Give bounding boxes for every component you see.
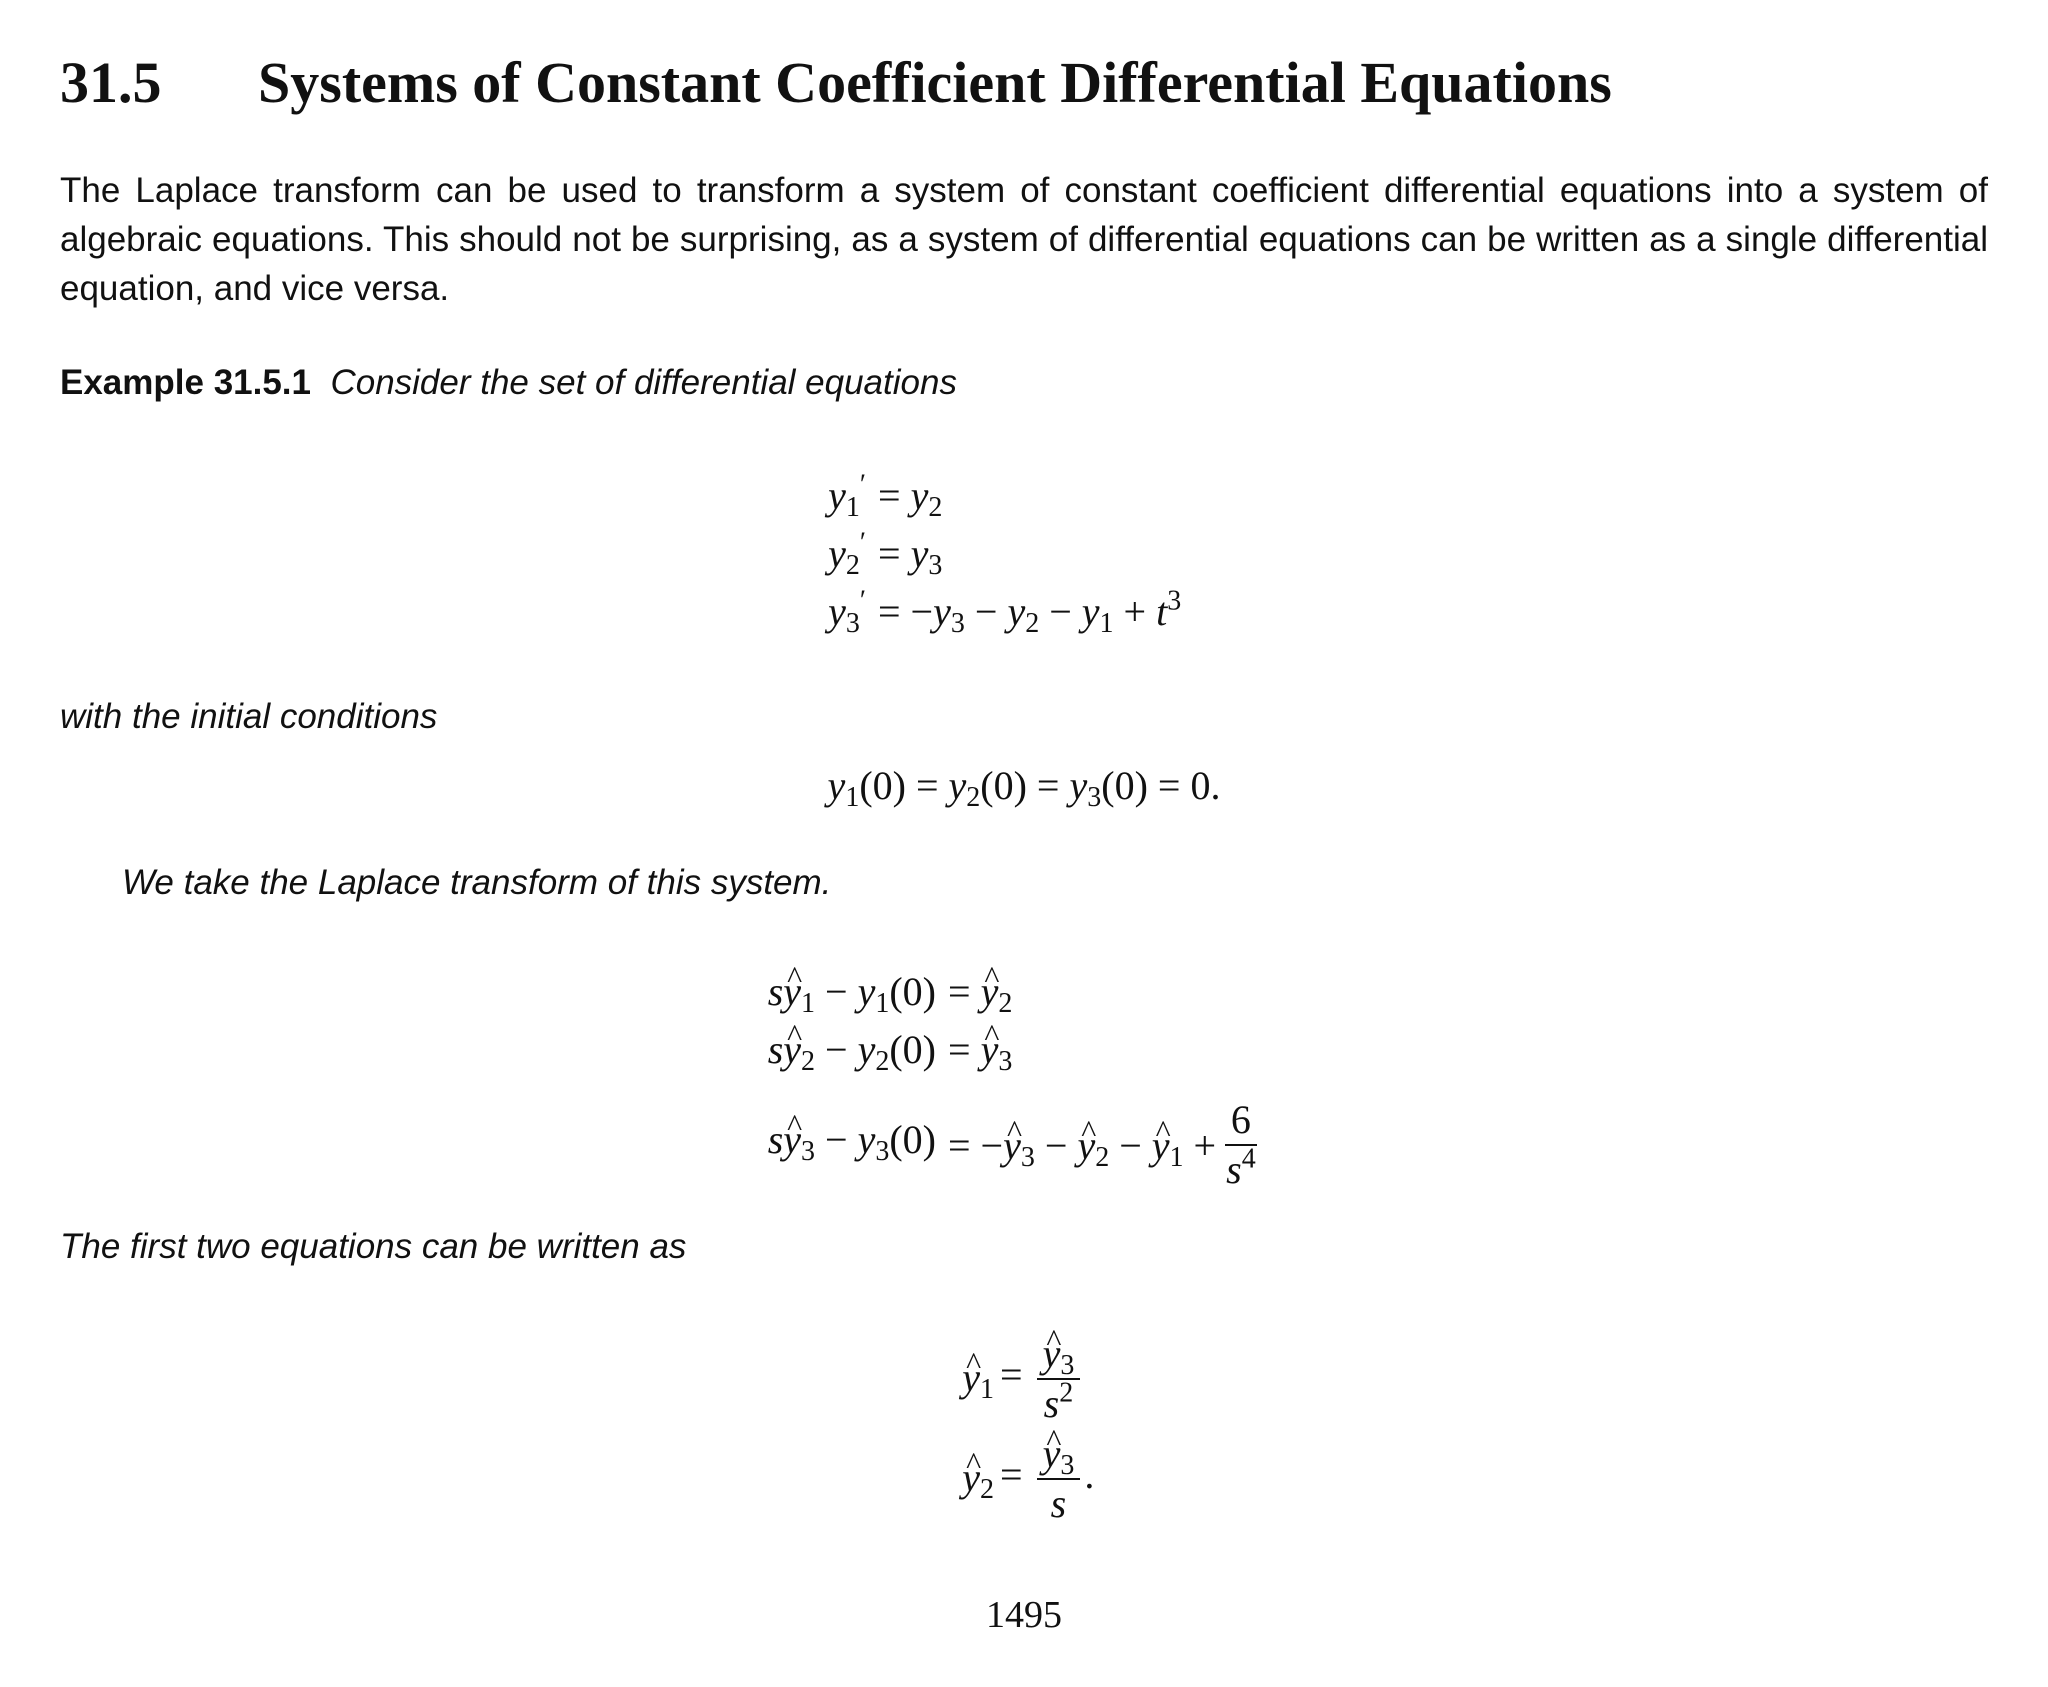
transformed-equation-3: s^ $y_3 - y_3(0)$ = −^ $y_3$ − ^ $y_2$ − ^ $y_1$ + $\frac{6}{s^4}$ <box>0 1096 2048 1186</box>
example-text: Consider the set of differential equations <box>330 363 957 402</box>
transformed-equation-2: s^ $y_2 - y_2(0)$ = ^ $y_3$ <box>0 1026 2048 1084</box>
page-number: 1495 <box>986 1594 1062 1636</box>
first-two-text: The first two equations can be written as <box>60 1227 687 1266</box>
ode-system <box>0 469 2048 646</box>
section-title: Systems of Constant Coefficient Differential Equations <box>258 50 1612 115</box>
transformed-system <box>0 968 2048 1192</box>
section-number: 31.5 <box>60 50 162 115</box>
initial-conditions-text: with the initial conditions <box>60 697 438 736</box>
ode-equation-2: $y_2'$ = $y_3$ <box>828 527 943 581</box>
solved-equation-1: ^ $y_1$ = ^ $\frac{y_3}{s^2}$ <box>0 1330 2048 1430</box>
intro-paragraph: The Laplace transform can be used to transform a system of constant coefficient differential equations into a system of algebraic equations. This should not be surprising, as a system of differential equations can be written as a single differential equation, and vice versa. <box>60 171 1988 308</box>
transformed-equation-1: s^ $y_1 - y_1(0)$ = ^ $y_2$ <box>0 968 2048 1026</box>
example-statement <box>60 358 957 407</box>
ode-equation-1: $y_1'$ = $y_2$ <box>828 469 943 523</box>
initial-conditions-equation: $y_1(0) = y_2(0) = y_3(0) = 0$. <box>827 763 1221 813</box>
ode-equation-3: $y_3'$ = $-y_3 - y_2 - y_1 + t^3$ <box>828 585 1182 639</box>
solved-system <box>0 1330 2048 1530</box>
solved-equation-2: ^ $y_2$ = ^ $\frac{y_3}{s}$ . <box>0 1430 2048 1530</box>
example-label: Example 31.5.1 <box>60 363 311 402</box>
section-heading <box>60 40 1612 126</box>
laplace-text: We take the Laplace transform of this system. <box>122 863 832 902</box>
